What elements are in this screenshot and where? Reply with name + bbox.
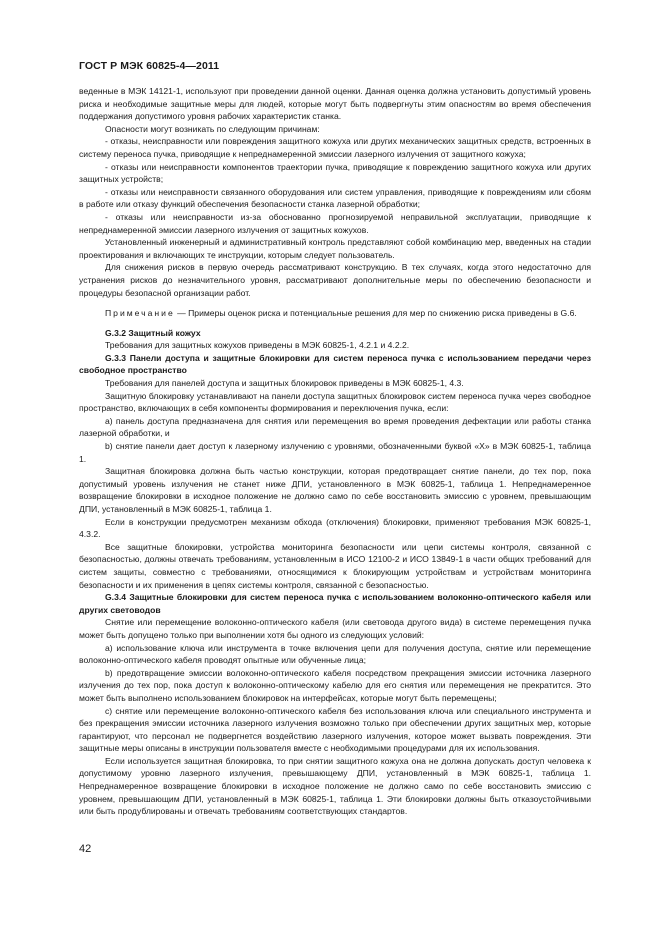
paragraph: Защитную блокировку устанавливают на панели доступа защитных блокировок систем переноса пучка через свободное пространство, включающих в себя компоненты формирования и переключения пучка, если: (79, 390, 591, 414)
document-body (79, 85, 591, 818)
note (79, 307, 591, 320)
paragraph: Для снижения рисков в первую очередь рассматривают конструкцию. В тех случаях, когда этого недостаточно для устранения рисков до незначительного уровня, рассматривают дополнительные меры по обеспечению безопасности и процедуры безопасной организации работ. (79, 262, 591, 298)
list-item: - отказы или неисправности связанного оборудования или систем управления, приводящие к повреждениям или сбоям в работе или отказу функций обеспечения безопасности станка лазерной обработки; (79, 186, 591, 210)
list-item: - отказы или неисправности компонентов траектории пучка, приводящие к повреждению защитного кожуха или других защитных устройств; (79, 161, 591, 185)
list-item: - отказы или неисправности из-за обоснованно прогнозируемой неправильной эксплуатации, приводящие к непреднамеренной эмиссии лазерного излучения от защитных кожухов. (79, 211, 591, 235)
list-item: - отказы, неисправности или повреждения защитного кожуха или других механических защитных средств, встроенных в систему переноса пучка, приводящие к непреднамеренной эмиссии лазерного излучения от защитного кожуха; (79, 136, 591, 159)
note-text: — Примеры оценок риска и потенциальные решения для мер по снижению риска приведены в G.6. (174, 308, 577, 319)
paragraph: Все защитные блокировки, устройства мониторинга безопасности или цепи системы контроля, связанной с безопасностью, должны отвечать требованиям, установленным в ИСО 12100-2 и ИСО 13849-1 в части общих требований для систем защиты, совместно с требованиями, относящимися к блокирующим устройствам и устройствам мониторинга безопасности и их применения в цепях системы контроля, связанной с безопасностью. (79, 541, 591, 590)
section-heading: G.3.2 Защитный кожух (105, 327, 201, 338)
list-item: b) предотвращение эмиссии волоконно-оптического кабеля посредством прекращения эмиссии источника лазерного излучения до тех пор, пока доступ к волоконно-оптическому кабелю для его снятия или перемещения не прекратится. Это может быть выполнено использованием блокировок на интерфейсах, которые могут быть перемещены; (79, 667, 591, 703)
paragraph: веденные в МЭК 14121-1, используют при проведении данной оценки. Данная оценка должна установить допустимый уровень риска и необходимые защитные меры для людей, которые могут быть подвергнуты этим опасностям во время обеспечения поддержания допустимого уровня рабочих характеристик станка. (79, 86, 591, 122)
document-header: ГОСТ Р МЭК 60825-4—2011 (79, 60, 220, 72)
note-label: Примечание (105, 308, 175, 319)
paragraph: Опасности могут возникать по следующим причинам: (105, 123, 320, 134)
paragraph: Если в конструкции предусмотрен механизм обхода (отключения) блокировки, применяют требования МЭК 60825-1, 4.3.2. (79, 516, 591, 540)
page-number: 42 (79, 843, 92, 855)
paragraph: Требования для панелей доступа и защитных блокировок приведены в МЭК 60825-1, 4.3. (105, 378, 464, 389)
section-heading: G.3.4 Защитные блокировки для систем переноса пучка с использованием волоконно-оптического кабеля или других световодов (79, 592, 591, 615)
list-item: b) снятие панели дает доступ к лазерному излучению с уровнями, обозначенными буквой «X» в МЭК 60825-1, таблица 1. (79, 441, 591, 464)
list-item: а) панель доступа предназначена для снятия или перемещения во время проведения дефектации или работы станка лазерной обработки, и (79, 415, 591, 439)
paragraph: Снятие или перемещение волоконно-оптического кабеля (или световода другого вида) в системе перемещения пучка может быть допущено только при выполнении хотя бы одного из следующих условий: (79, 617, 591, 640)
paragraph: Защитная блокировка должна быть частью конструкции, которая предотвращает снятие панели, до тех пор, пока допустимый уровень излучения не станет ниже ДПИ, установленного в МЭК 60825-1, таблица 1. Непреднамеренное возвращение блокировки в исходное положение не должно само по себе восстановить эмиссию с уровнем, превышающим ДПИ, установленный в МЭК 60825-1, таблица 1. (79, 466, 591, 514)
list-item: с) снятие или перемещение волоконно-оптического кабеля без использования ключа или специального инструмента и без прекращения эмиссии источника лазерного излучения возможно только при обеспечении других защитных мер, которые гарантируют, что персонал не подвергнется воздействию лазерного излучения, которое может вызвать повреждения. Эти защитные меры описаны в инструкции пользователя вместе с необходимыми процедурами для их использования. (79, 705, 591, 754)
list-item: а) использование ключа или инструмента в точке включения цепи для получения доступа, снятие или перемещение волоконно-оптического кабеля проводят опытные или обученные лица; (79, 642, 591, 666)
section-heading: G.3.3 Панели доступа и защитные блокировки для систем переноса пучка с использованием передачи через свободное пространство (79, 352, 591, 376)
paragraph: Требования для защитных кожухов приведены в МЭК 60825-1, 4.2.1 и 4.2.2. (105, 340, 410, 351)
paragraph: Установленный инженерный и административный контроль представляют собой комбинацию мер, введенных на стадии проектирования и включающих те инструкции, которым следует пользователь. (79, 237, 591, 260)
paragraph: Если используется защитная блокировка, то при снятии защитного кожуха она не должна допускать доступ человека к допустимому уровню лазерного излучения, превышающему ДПИ, установленный в МЭК 60825-1, таблица 1. Непреднамеренное возвращение блокировки в исходное положение не должно само по себе восстановить эмиссию с уровнем, превышающим ДПИ, установленный в МЭК 60825-1, таблица 1. Эти блокировки должны быть отказоустойчивыми или быть продублированы и отвечать требованиям соответствующих стандартов. (79, 755, 591, 817)
